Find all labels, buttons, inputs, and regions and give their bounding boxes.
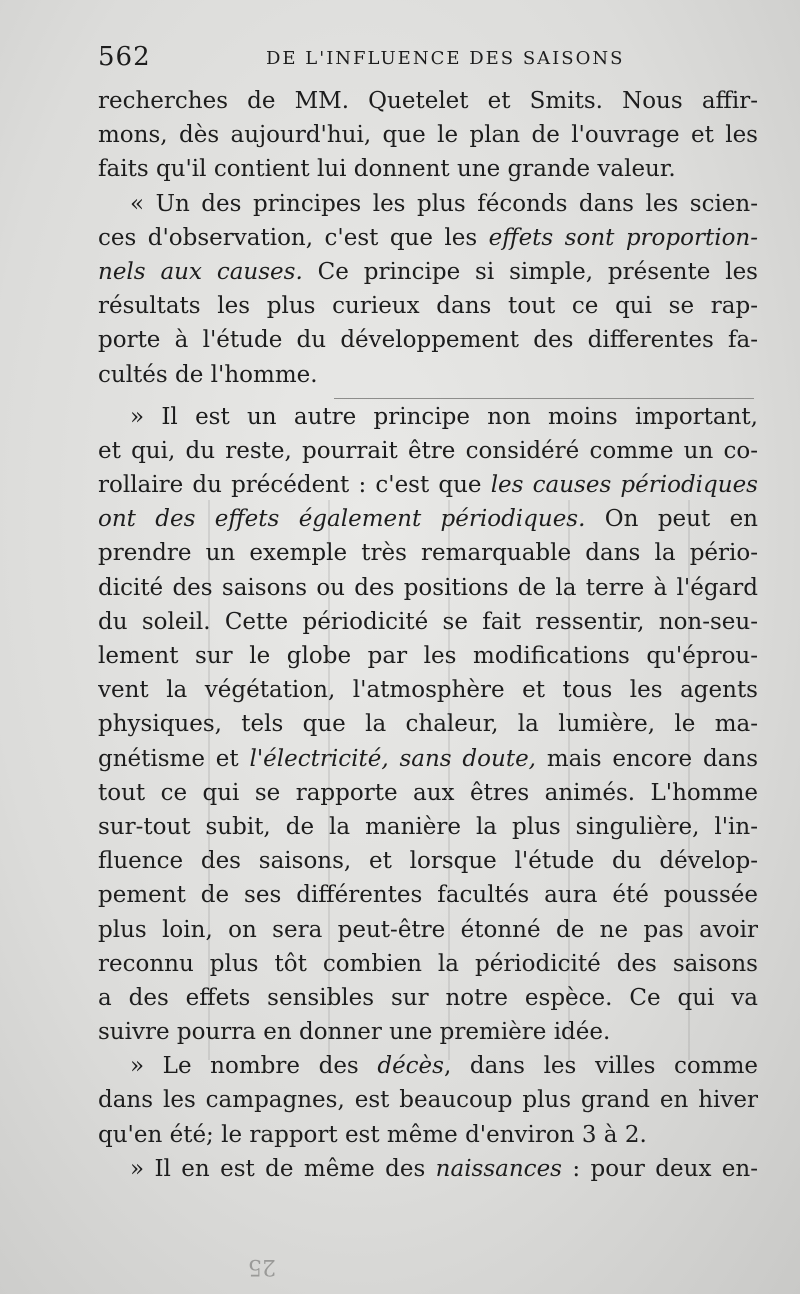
running-title: DE L'INFLUENCE DES SAISONS bbox=[266, 48, 625, 69]
text-line: sur-tout subit, de la manière la plus singulière, l'in- bbox=[98, 813, 758, 840]
italic-run: les causes périodiques bbox=[490, 472, 758, 499]
text-line: vent la végétation, l'atmosphère et tous les agents bbox=[98, 677, 758, 704]
text-run: , dans les villes comme bbox=[443, 1053, 758, 1080]
text-run: On peut en bbox=[585, 506, 758, 533]
italic-run: effets sont proportion- bbox=[488, 224, 758, 251]
page-number: 562 bbox=[98, 42, 151, 72]
text-line: dans les campagnes, est beaucoup plus grand en hiver bbox=[98, 1087, 758, 1114]
text-line: a des effets sensibles sur notre espèce. Ce qui va bbox=[98, 984, 758, 1011]
text-line: physiques, tels que la chaleur, la lumière, le ma- bbox=[98, 711, 758, 738]
text-line: et qui, du reste, pourrait être considéré comme un co- bbox=[98, 437, 758, 464]
text-run: : pour deux en- bbox=[561, 1155, 758, 1182]
text-line: dicité des saisons ou des positions de la terre à l'égard bbox=[98, 574, 758, 601]
paragraph-gap bbox=[98, 392, 758, 400]
text-line bbox=[98, 742, 758, 776]
text-line bbox=[98, 468, 758, 502]
text-line: suivre pourra en donner une première idée. bbox=[98, 1019, 611, 1046]
text-line: faits qu'il contient lui donnent une grande valeur. bbox=[98, 156, 676, 183]
text-line bbox=[98, 221, 758, 255]
italic-run: ont des effets également périodiques. bbox=[98, 506, 586, 533]
text-line: lement sur le globe par les modifications qu'éprou- bbox=[98, 643, 758, 669]
show-through-mark: 25 bbox=[248, 1254, 276, 1279]
text-run: Ce principe si simple, présente les bbox=[302, 258, 758, 285]
italic-run: naissances bbox=[435, 1155, 562, 1182]
page-header bbox=[98, 42, 698, 76]
text-line: résultats les plus curieux dans tout ce qui se rap- bbox=[98, 293, 758, 320]
text-run: ces d'observation, c'est que les bbox=[98, 224, 489, 251]
text-line bbox=[98, 1049, 758, 1083]
text-run: » Le nombre des bbox=[130, 1053, 378, 1080]
italic-run: nels aux causes. bbox=[98, 258, 303, 285]
text-line: cultés de l'homme. bbox=[98, 361, 318, 388]
text-line: fluence des saisons, et lorsque l'étude du dévelop- bbox=[98, 848, 758, 875]
text-line bbox=[98, 255, 758, 289]
text-line: tout ce qui se rapporte aux êtres animés. L'homme bbox=[98, 779, 758, 806]
text-run: rollaire du précédent : c'est que bbox=[98, 472, 491, 499]
italic-run: l'électricité, sans doute, bbox=[249, 745, 536, 772]
text-line bbox=[98, 502, 758, 536]
body-text bbox=[98, 84, 758, 1186]
text-line: du soleil. Cette périodicité se fait ressentir, non-seu- bbox=[98, 608, 758, 635]
text-line: « Un des principes les plus féconds dans les scien- bbox=[130, 190, 758, 217]
text-run: mais encore dans bbox=[536, 745, 758, 772]
text-run: » Il en est de même des bbox=[130, 1155, 436, 1182]
text-run: gnétisme et bbox=[98, 745, 250, 772]
italic-run: décès bbox=[377, 1053, 444, 1080]
text-line: » Il est un autre principe non moins important, bbox=[130, 403, 758, 430]
text-line: qu'en été; le rapport est même d'environ 3 à 2. bbox=[98, 1121, 647, 1148]
text-line bbox=[98, 1152, 758, 1186]
text-line: prendre un exemple très remarquable dans la pério- bbox=[98, 540, 758, 567]
text-line: porte à l'étude du développement des differentes fa- bbox=[98, 327, 758, 354]
text-line: pement de ses différentes facultés aura été poussée bbox=[98, 882, 758, 909]
text-line: recherches de MM. Quetelet et Smits. Nous affir- bbox=[98, 88, 758, 114]
text-line: reconnu plus tôt combien la périodicité des saisons bbox=[98, 950, 758, 977]
text-line: plus loin, on sera peut-être étonné de ne pas avoir bbox=[98, 916, 758, 943]
text-line: mons, dès aujourd'hui, que le plan de l'ouvrage et les bbox=[98, 122, 758, 149]
